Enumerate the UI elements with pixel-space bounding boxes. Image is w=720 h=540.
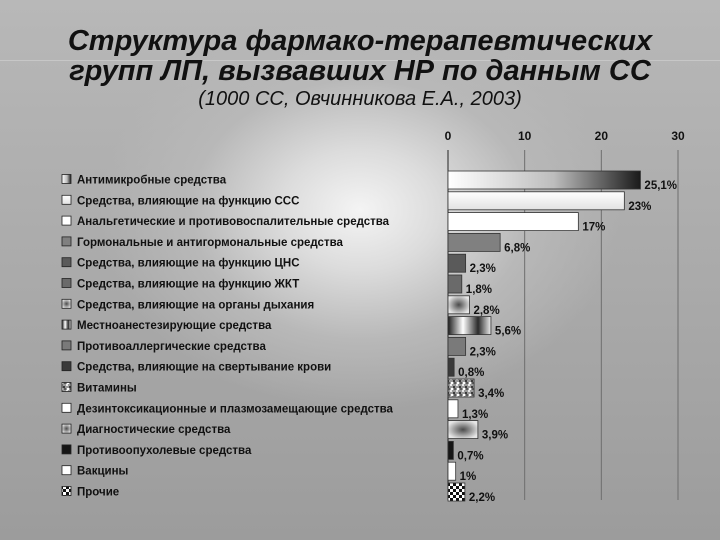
bar-value-label: 2,3% bbox=[469, 263, 496, 276]
category-label: Противоаллергические средства bbox=[77, 340, 266, 353]
legend-swatch bbox=[62, 216, 71, 225]
chart-subtitle: (1000 СС, Овчинникова Е.А., 2003) bbox=[198, 88, 522, 110]
legend-swatch bbox=[62, 237, 71, 246]
category-label: Местноанестезирующие средства bbox=[77, 320, 272, 333]
legend-swatch bbox=[62, 320, 71, 329]
legend-swatch bbox=[62, 195, 71, 204]
category-label: Дезинтоксикационные и плазмозамещающие средства bbox=[77, 403, 393, 416]
bar bbox=[448, 400, 458, 418]
legend-swatch bbox=[62, 362, 71, 371]
bar bbox=[448, 213, 578, 231]
bar-value-label: 23% bbox=[628, 200, 652, 213]
category-label: Вакцины bbox=[77, 465, 129, 478]
x-tick-label: 10 bbox=[517, 129, 532, 143]
category-label: Прочие bbox=[77, 486, 120, 499]
bar bbox=[448, 192, 624, 210]
bar bbox=[448, 483, 465, 501]
category-label: Диагностические средства bbox=[77, 424, 231, 437]
category-label: Противоопухолевые средства bbox=[77, 444, 252, 457]
category-label: Антимикробные средства bbox=[77, 174, 227, 187]
bar-value-label: 1% bbox=[459, 471, 477, 484]
bar-value-label: 1,3% bbox=[461, 408, 489, 421]
bar bbox=[448, 379, 474, 397]
bar-value-label: 6,8% bbox=[504, 242, 531, 255]
legend-swatch bbox=[62, 466, 71, 475]
bar-value-label: 2,3% bbox=[469, 346, 496, 359]
chart-title-line-2: групп ЛП, вызвавших НР по данным СС bbox=[69, 55, 651, 87]
x-tick-label: 0 bbox=[444, 129, 452, 143]
bar-value-label: 17% bbox=[582, 221, 606, 234]
legend-swatch bbox=[62, 279, 71, 288]
chart-title-line-1: Структура фармако-терапевтических bbox=[67, 25, 653, 57]
bar bbox=[448, 233, 500, 251]
bar-value-label: 5,6% bbox=[494, 325, 522, 338]
bar bbox=[448, 441, 453, 459]
category-label: Средства, влияющие на функцию ССС bbox=[77, 195, 300, 208]
bar-value-label: 1,8% bbox=[465, 284, 493, 296]
bar bbox=[448, 421, 478, 439]
bar bbox=[448, 337, 466, 355]
legend-swatch bbox=[62, 258, 71, 267]
category-label: Гормональные и антигормональные средства bbox=[77, 236, 343, 249]
legend-swatch bbox=[62, 445, 71, 454]
bar bbox=[448, 171, 640, 189]
bar bbox=[448, 358, 454, 376]
bar-value-label: 0,8% bbox=[458, 367, 485, 380]
category-label: Средства, влияющие на функцию ЦНС bbox=[77, 257, 300, 270]
bar bbox=[448, 254, 466, 272]
bar-value-label: 3,9% bbox=[481, 429, 509, 442]
category-label: Средства, влияющие на органы дыхания bbox=[77, 299, 315, 312]
legend-swatch bbox=[62, 175, 71, 184]
category-label: Анальгетические и противовоспалительные средства bbox=[77, 216, 390, 229]
bar bbox=[448, 296, 469, 314]
legend-swatch bbox=[62, 341, 71, 350]
x-tick-label: 30 bbox=[671, 129, 685, 143]
bar-value-label: 0,7% bbox=[457, 450, 484, 463]
bar bbox=[448, 317, 491, 335]
x-tick-label: 20 bbox=[594, 129, 609, 143]
bar-value-label: 25,1% bbox=[644, 180, 678, 192]
bar-value-label: 2,8% bbox=[473, 304, 500, 317]
legend-swatch bbox=[62, 383, 71, 392]
bar-value-label: 3,4% bbox=[478, 388, 505, 400]
legend-swatch bbox=[62, 403, 71, 412]
legend-swatch bbox=[62, 487, 71, 496]
category-label: Средства, влияющие на функцию ЖКТ bbox=[77, 278, 300, 291]
category-label: Витамины bbox=[77, 382, 137, 395]
category-label: Средства, влияющие на свертывание крови bbox=[77, 361, 332, 374]
bar bbox=[448, 275, 462, 293]
legend-swatch bbox=[62, 299, 71, 308]
bar-value-label: 2,2% bbox=[468, 492, 496, 504]
legend-swatch bbox=[62, 424, 71, 433]
bar bbox=[448, 462, 456, 480]
